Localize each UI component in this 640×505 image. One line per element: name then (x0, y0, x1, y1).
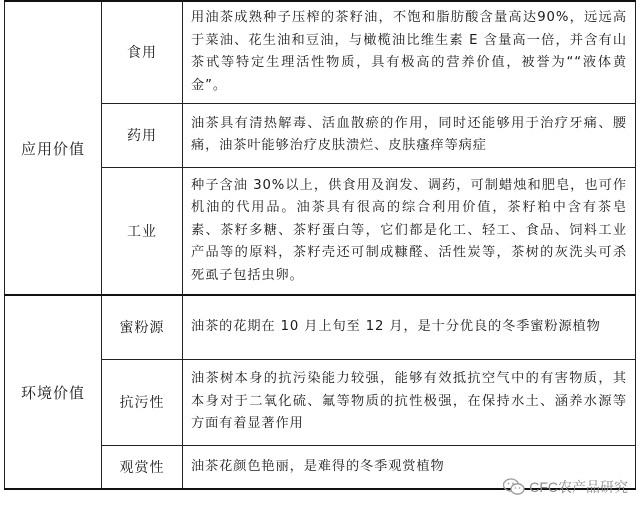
wechat-icon (503, 478, 525, 496)
desc-medicinal: 油茶具有清热解毒、活血散瘀的作用，同时还能够用于治疗牙痛、腰痛，油茶叶能够治疗皮肤溃烂、皮肤瘙痒等病症 (183, 103, 636, 167)
desc-industrial: 种子含油 30%以上，供食用及润发、调药，可制蜡烛和肥皂，也可作机油的代用品。油茶具有很高的综合利用价值，茶籽粕中含有茶皂素、茶籽多糖、茶籽蛋白等，它们都是化工、轻工、食品、饲料工业产品等的原料，茶籽壳还可制成糠醛、活性炭等，茶树的灰洗头可杀死虱子包括虫卵。 (183, 167, 636, 295)
sub-edible: 食用 (102, 1, 183, 103)
watermark-text: CFC农产品研究 (529, 479, 628, 495)
sub-nectar: 蜜粉源 (102, 295, 183, 359)
value-table (4, 0, 636, 490)
desc-pollution: 油茶树本身的抗污染能力较强，能够有效抵抗空气中的有害物质，其本身对于二氧化硫、氟等物质的抗性极强，在保持水土、涵养水源等方面有着显著作用 (183, 359, 636, 445)
watermark (503, 477, 628, 497)
desc-nectar: 油茶的花期在 10 月上旬至 12 月，是十分优良的冬季蜜粉源植物 (183, 295, 636, 359)
category-application: 应用价值 (5, 1, 102, 295)
sub-pollution: 抗污性 (102, 359, 183, 445)
category-environment: 环境价值 (5, 295, 102, 489)
sub-ornamental: 观赏性 (102, 445, 183, 489)
sub-industrial: 工业 (102, 167, 183, 295)
desc-ornamental: 油茶花颜色艳丽，是难得的冬季观赏植物 (183, 445, 636, 489)
sub-medicinal: 药用 (102, 103, 183, 167)
desc-edible: 用油茶成熟种子压榨的茶籽油，不饱和脂肪酸含量高达90%，远远高于菜油、花生油和豆油，与橄榄油比维生素 E 含量高一倍，并含有山茶甙等特定生理活性物质，具有极高的营养价值，被誉为““液体黄金”。 (183, 1, 636, 103)
